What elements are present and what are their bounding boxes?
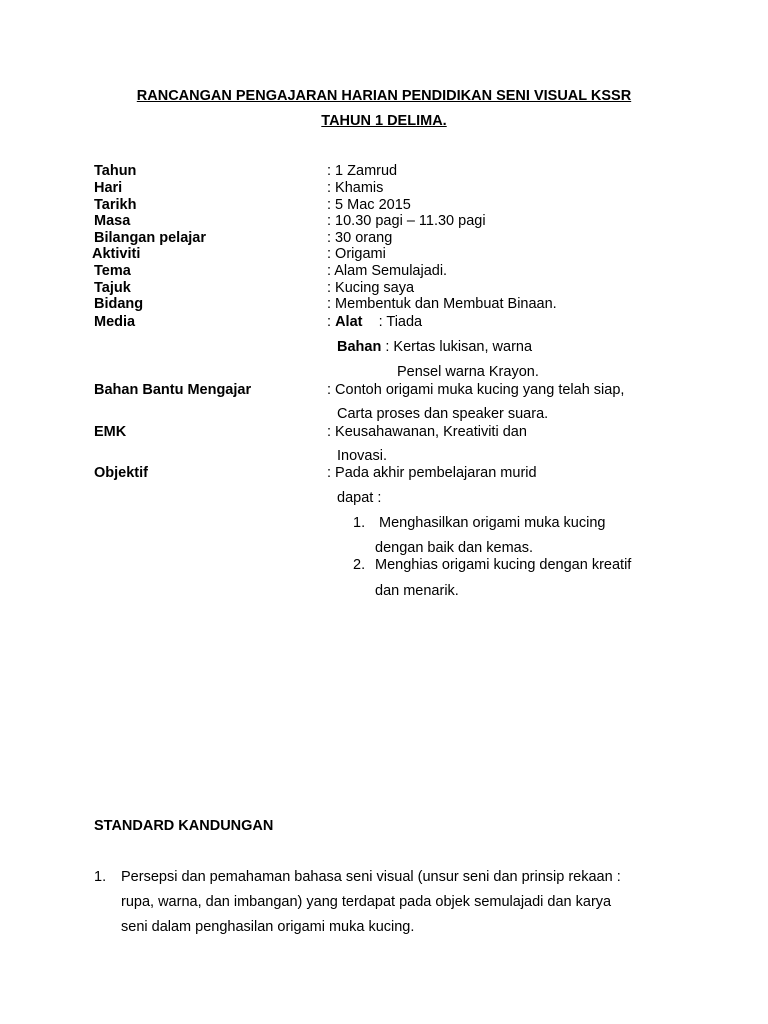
field-value-tema: : Alam Semulajadi.: [327, 263, 448, 279]
standard-item-1-number: 1.: [94, 869, 107, 885]
media-bahan-line2: Pensel warna Krayon.: [397, 364, 539, 380]
field-label-media: Media: [94, 314, 136, 330]
field-value-tarikh: : 5 Mac 2015: [327, 197, 411, 213]
field-value-emk-line1: : Keusahawanan, Kreativiti dan: [327, 424, 527, 440]
field-label-bilangan: Bilangan pelajar: [94, 230, 207, 246]
media-alat-value: : Tiada: [362, 314, 423, 330]
field-label-hari: Hari: [94, 180, 123, 196]
media-bahan-line: [337, 339, 532, 356]
document-subtitle: TAHUN 1 DELIMA.: [321, 113, 447, 129]
field-value-hari: : Khamis: [327, 180, 384, 196]
standard-item-1-line2: rupa, warna, dan imbangan) yang terdapat pada objek semulajadi dan karya: [121, 894, 612, 910]
field-label-tema: Tema: [94, 263, 131, 279]
objective-item-1-line1: Menghasilkan origami muka kucing: [379, 515, 606, 531]
field-label-objektif: Objektif: [94, 465, 148, 481]
field-label-aktiviti: Aktiviti: [92, 246, 141, 262]
field-label-tarikh: Tarikh: [94, 197, 137, 213]
media-colon: :: [327, 314, 336, 330]
field-value-emk-line2: Inovasi.: [337, 448, 387, 464]
field-value-media: [327, 314, 422, 331]
field-label-tahun: Tahun: [94, 163, 137, 179]
objective-item-1-line2: dengan baik dan kemas.: [375, 540, 533, 556]
field-value-bilangan: : 30 orang: [327, 230, 393, 246]
media-alat-label: Alat: [335, 314, 363, 330]
field-label-bbm: Bahan Bantu Mengajar: [94, 382, 252, 398]
section-heading-standard-kandungan: STANDARD KANDUNGAN: [94, 818, 274, 834]
objective-item-2-line2: dan menarik.: [375, 583, 459, 599]
field-label-emk: EMK: [94, 424, 127, 440]
field-value-bbm-line1: : Contoh origami muka kucing yang telah siap,: [327, 382, 625, 398]
media-bahan-label: Bahan: [337, 339, 382, 355]
field-value-bidang: : Membentuk dan Membuat Binaan.: [327, 296, 557, 312]
objective-item-2-line1: Menghias origami kucing dengan kreatif: [375, 557, 632, 573]
field-value-masa: : 10.30 pagi – 11.30 pagi: [327, 213, 486, 229]
document-title: RANCANGAN PENGAJARAN HARIAN PENDIDIKAN SENI VISUAL KSSR: [136, 88, 632, 104]
field-value-bbm-line2: Carta proses dan speaker suara.: [337, 406, 549, 422]
field-value-tajuk: : Kucing saya: [327, 280, 415, 296]
field-label-tajuk: Tajuk: [94, 280, 131, 296]
media-bahan-value: : Kertas lukisan, warna: [381, 339, 533, 355]
objective-item-1-number: 1.: [353, 515, 366, 531]
standard-item-1-line3: seni dalam penghasilan origami muka kucing.: [121, 919, 415, 935]
field-value-objektif-line1: : Pada akhir pembelajaran murid: [327, 465, 537, 481]
field-label-bidang: Bidang: [94, 296, 144, 312]
objective-item-2-number: 2.: [353, 557, 366, 573]
field-label-masa: Masa: [94, 213, 131, 229]
field-value-aktiviti: : Origami: [327, 246, 386, 262]
field-value-tahun: : 1 Zamrud: [327, 163, 398, 179]
standard-item-1-line1: Persepsi dan pemahaman bahasa seni visual (unsur seni dan prinsip rekaan :: [121, 869, 621, 885]
field-value-objektif-line2: dapat :: [337, 490, 382, 506]
